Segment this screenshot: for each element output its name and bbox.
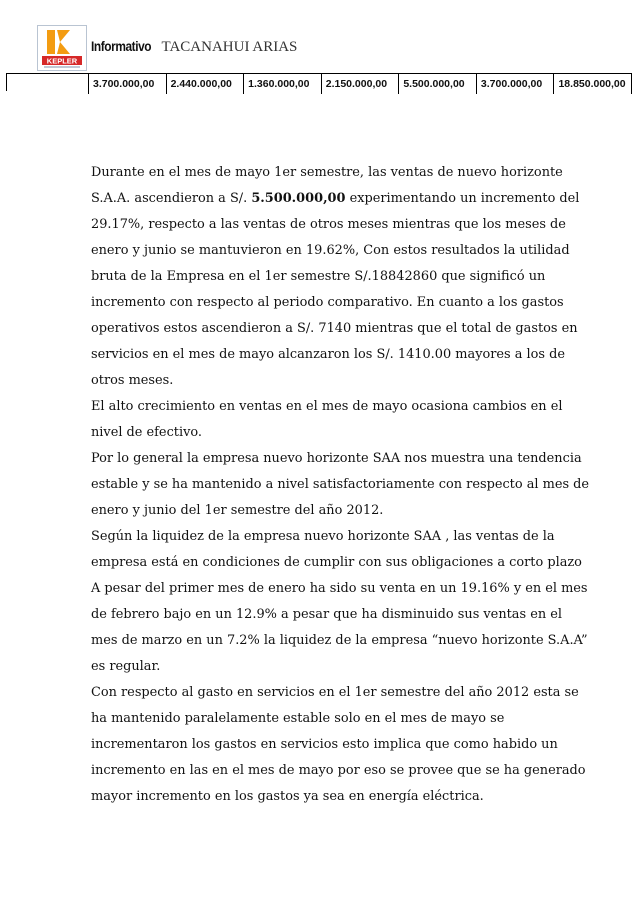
paragraph-liquidity: Según la liquidez de la empresa nuevo horizonte SAA , las ventas de la empresa está en condiciones de cumplir con sus obligaciones a corto plazo: [91, 529, 582, 570]
value-cell: 5.500.000,00: [398, 74, 476, 94]
header-title: [91, 38, 297, 56]
value-cell-total: 18.850.000,00: [553, 74, 632, 94]
paragraph-trend: Por lo general la empresa nuevo horizonte SAA nos muestra una tendencia estable y se ha mantenido a nivel satisfactoriamente con respecto al mes de enero y junio del 1er semestre del año 2012.: [91, 451, 590, 518]
value-cell: 2.150.000,00: [321, 74, 399, 94]
paragraph-sales-text-a: Durante en el mes de mayo 1er semestre, las ventas de nuevo horizonte S.A.A. ascendieron a S/.: [91, 165, 563, 206]
kepler-logo: [37, 25, 87, 71]
header-label: Informativo: [91, 38, 152, 54]
header-rule: [6, 73, 88, 74]
paragraph-sales: [91, 160, 591, 394]
value-cell: 1.360.000,00: [243, 74, 321, 94]
values-row: [88, 73, 632, 93]
report-body: [91, 160, 591, 810]
paragraph-decline: A pesar del primer mes de enero ha sido su venta en un 19.16% y en el mes de febrero bajo en un 12.9% a pesar que ha disminuido sus ventas en el mes de marzo en un 7.2% la liquidez de la empresa “nuevo horizonte S.A.A” es regular.: [91, 581, 588, 674]
sales-amount: 5.500.000,00: [251, 191, 346, 206]
value-cell: 3.700.000,00: [476, 74, 554, 94]
paragraph-sales-text-b: experimentando un incremento del 29.17%, respecto a las ventas de otros meses mientras que los meses de enero y junio se mantuvieron en 19.62%, Con estos resultados la utilidad bruta de la Empresa en el 1er semestre S/.18842860 que significó un incremento con respecto al periodo comparativo. En cuanto a los gastos operativos estos ascendieron a S/. 7140 mientras que el total de gastos en servicios en el mes de mayo alcanzaron los S/. 1410.00 mayores a los de otros meses.: [91, 191, 580, 388]
paragraph-cash: El alto crecimiento en ventas en el mes de mayo ocasiona cambios en el nivel de efectivo.: [91, 399, 563, 440]
svg-text:KEPLER: KEPLER: [46, 56, 78, 66]
header-company: TACANAHUI ARIAS: [161, 39, 298, 55]
paragraph-services: Con respecto al gasto en servicios en el 1er semestre del año 2012 esta se ha mantenido paralelamente estable solo en el mes de mayo se incrementaron los gastos en servicios esto implica que como habido un incremento en las en el mes de mayo por eso se provee que se ha generado mayor incremento en los gastos ya sea en energía eléctrica.: [91, 685, 586, 804]
value-cell: 2.440.000,00: [166, 74, 244, 94]
header-rule-edge: [6, 73, 7, 91]
value-cell: 3.700.000,00: [88, 74, 166, 94]
